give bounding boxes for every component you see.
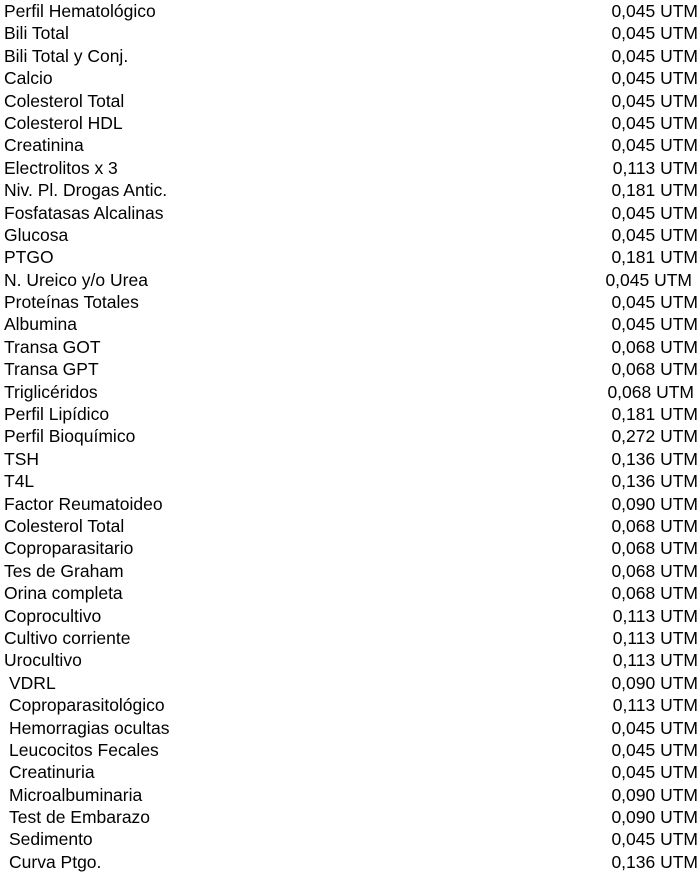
exam-name: Cultivo corriente (4, 627, 131, 648)
exam-name: Coproparasitológico (9, 695, 165, 716)
exam-name: N. Ureico y/o Urea (4, 269, 148, 290)
exam-name: Curva Ptgo. (9, 851, 102, 872)
exam-price: 0,045 UTM (611, 68, 698, 89)
exam-name: Bili Total y Conj. (4, 45, 129, 66)
price-row (0, 694, 700, 716)
exam-price: 0,272 UTM (611, 426, 698, 447)
exam-price: 0,045 UTM (611, 45, 698, 66)
exam-price: 0,181 UTM (611, 247, 698, 268)
price-row (0, 224, 700, 246)
price-row (0, 246, 700, 268)
price-row (0, 22, 700, 44)
exam-name: Perfil Lipídico (4, 404, 110, 425)
exam-name: VDRL (9, 672, 56, 693)
price-row (0, 425, 700, 447)
exam-price: 0,045 UTM (611, 829, 698, 850)
price-row (0, 470, 700, 492)
exam-name: Coproparasitario (4, 538, 134, 559)
exam-name: Urocultivo (4, 650, 82, 671)
price-row (0, 828, 700, 850)
price-row (0, 45, 700, 67)
exam-price: 0,068 UTM (611, 336, 698, 357)
exam-price: 0,068 UTM (611, 515, 698, 536)
exam-price: 0,045 UTM (611, 90, 698, 111)
exam-price: 0,045 UTM (611, 202, 698, 223)
price-row (0, 672, 700, 694)
exam-name: TSH (4, 448, 39, 469)
exam-name: Perfil Bioquímico (4, 426, 136, 447)
price-row (0, 649, 700, 671)
exam-price: 0,045 UTM (611, 112, 698, 133)
price-row (0, 67, 700, 89)
exam-name: Test de Embarazo (9, 807, 151, 828)
exam-price: 0,045 UTM (611, 1, 698, 21)
exam-name: Colesterol Total (4, 90, 125, 111)
exam-price: 0,090 UTM (611, 784, 698, 805)
exam-price: 0,045 UTM (611, 23, 698, 44)
exam-price: 0,068 UTM (611, 359, 698, 380)
exam-name: Fosfatasas Alcalinas (4, 202, 164, 223)
exam-name: Creatinina (4, 135, 84, 156)
exam-name: Niv. Pl. Drogas Antic. (4, 180, 168, 201)
price-row (0, 605, 700, 627)
exam-price: 0,113 UTM (612, 650, 698, 671)
exam-price: 0,181 UTM (611, 180, 698, 201)
exam-price: 0,090 UTM (611, 807, 698, 828)
exam-price: 0,113 UTM (612, 695, 698, 716)
price-row (0, 90, 700, 112)
price-row (0, 358, 700, 380)
price-row (0, 717, 700, 739)
exam-price: 0,113 UTM (612, 157, 698, 178)
exam-name: Tes de Graham (4, 560, 124, 581)
price-row (0, 784, 700, 806)
price-row (0, 336, 700, 358)
exam-price: 0,136 UTM (611, 471, 698, 492)
price-row (0, 761, 700, 783)
exam-price: 0,045 UTM (611, 224, 698, 245)
exam-price: 0,113 UTM (612, 605, 698, 626)
price-row (0, 381, 700, 403)
exam-price: 0,045 UTM (611, 314, 698, 335)
price-row (0, 448, 700, 470)
price-row (0, 739, 700, 761)
price-row (0, 851, 700, 873)
price-row (0, 112, 700, 134)
exam-name: Coprocultivo (4, 605, 102, 626)
exam-name: Colesterol Total (4, 515, 125, 536)
exam-price: 0,181 UTM (611, 404, 698, 425)
exam-price: 0,045 UTM (611, 739, 698, 760)
exam-price: 0,045 UTM (611, 292, 698, 313)
exam-name: Calcio (4, 68, 53, 89)
exam-name: Orina completa (4, 583, 123, 604)
price-row (0, 157, 700, 179)
exam-name: Leucocitos Fecales (9, 739, 159, 760)
price-row (0, 134, 700, 156)
exam-name: PTGO (4, 247, 54, 268)
exam-name: Bili Total (4, 23, 69, 44)
price-row (0, 582, 700, 604)
price-row (0, 515, 700, 537)
exam-price: 0,045 UTM (605, 269, 692, 290)
price-row (0, 403, 700, 425)
price-row (0, 269, 700, 291)
exam-price: 0,136 UTM (611, 851, 698, 872)
exam-price: 0,090 UTM (611, 493, 698, 514)
price-row (0, 179, 700, 201)
exam-price: 0,136 UTM (611, 448, 698, 469)
exam-price: 0,045 UTM (611, 762, 698, 783)
exam-price: 0,113 UTM (612, 627, 698, 648)
exam-name: Perfil Hematológico (4, 1, 156, 21)
price-row (0, 627, 700, 649)
exam-name: Albumina (4, 314, 77, 335)
exam-price: 0,045 UTM (611, 717, 698, 738)
exam-price: 0,068 UTM (611, 560, 698, 581)
price-row (0, 493, 700, 515)
exam-price: 0,068 UTM (607, 381, 694, 402)
exam-name: Transa GOT (4, 336, 101, 357)
price-row (0, 537, 700, 559)
exam-name: Colesterol HDL (4, 112, 123, 133)
price-row (0, 291, 700, 313)
exam-name: Microalbuminaria (9, 784, 143, 805)
price-row (0, 806, 700, 828)
exam-price: 0,090 UTM (611, 672, 698, 693)
exam-name: Glucosa (4, 224, 69, 245)
exam-price: 0,045 UTM (611, 135, 698, 156)
exam-name: Triglicéridos (4, 381, 98, 402)
exam-name: Factor Reumatoideo (4, 493, 163, 514)
exam-name: Sedimento (9, 829, 93, 850)
price-row (0, 560, 700, 582)
price-row (0, 0, 700, 22)
exam-name: Electrolitos x 3 (4, 157, 118, 178)
price-row (0, 313, 700, 335)
exam-name: Creatinuria (9, 762, 95, 783)
exam-name: T4L (4, 471, 35, 492)
exam-name: Hemorragias ocultas (9, 717, 170, 738)
price-row (0, 202, 700, 224)
exam-name: Proteínas Totales (4, 292, 139, 313)
exam-price: 0,068 UTM (611, 538, 698, 559)
exam-price: 0,068 UTM (611, 583, 698, 604)
exam-name: Transa GPT (4, 359, 99, 380)
